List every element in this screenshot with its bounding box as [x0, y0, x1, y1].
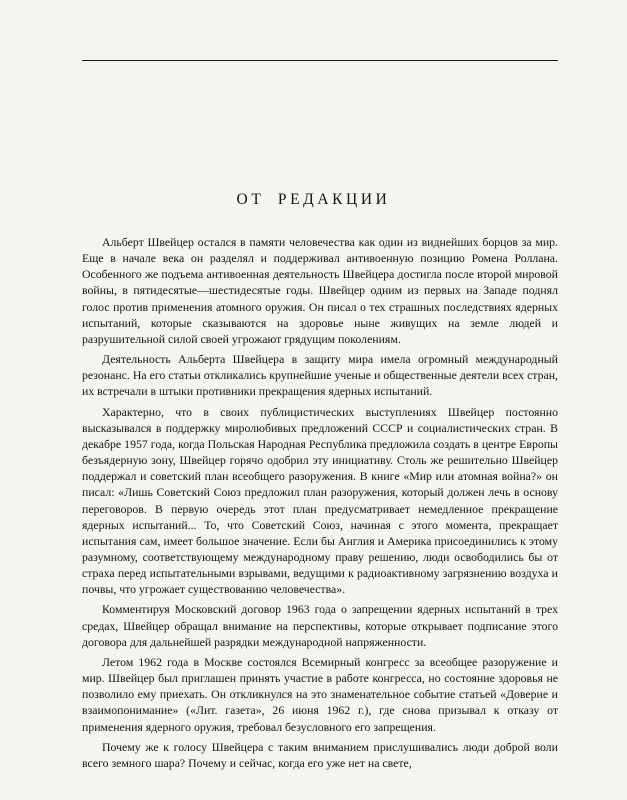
- paragraph-6: Почему же к голосу Швейцера с таким вниманием прислушивались люди доброй воли всего земного шара? Почему и сейчас, когда его уже нет на свете,: [82, 739, 558, 770]
- paragraph-3: Характерно, что в своих публицистических выступлениях Швейцер постоянно высказывался в поддержку миролюбивых предложений СССР и социалистических стран. В декабре 1957 года, когда Польская Народная Республика предложила создать в центре Европы безъядерную зону, Швейцер горячо одобрил эту инициативу. Столь же решительно Швейцер поддержал и советский план всеобщего разоружения. В книге «Мир или атомная война?» он писал: «Лишь Советский Союз предложил план разоружения, который должен лечь в основу переговоров. В первую очередь этот план предусматривает немедленное прекращение ядерных испытаний... То, что Советский Союз, начиная с этого момента, прекращает испытания сам, имеет большое значение. Если бы Англия и Америка присоединились к этому разумному, соответствующему международному праву решению, люди освободились бы от страха перед испытательными взрывами, ведущими к радиоактивному загрязнению воздуха и почвы, что угрожает существованию человечества».: [82, 404, 558, 597]
- section-heading: ОТ РЕДАКЦИИ: [236, 191, 391, 208]
- paragraph-4: Комментируя Московский договор 1963 года о запрещении ядерных испытаний в трех средах, Швейцер обращал внимание на перспективы, которые открывает подписание этого договора для дальнейшей разрядки международной напряженности.: [82, 602, 558, 649]
- paragraph-5: Летом 1962 года в Москве состоялся Всемирный конгресс за всеобщее разоружение и мир. Швейцер был приглашен принять участие в работе конгресса, но состояние здоровья не позволило ему приехать. Он откликнулся на это знаменательное событие статьей «Доверие и взаимопонимание» («Лит. газета», 26 июня 1962 г.), где снова призывал к отказу от применения ядерного оружия, требовал безусловного его запрещения.: [82, 654, 558, 734]
- body-text: [82, 234, 558, 771]
- paragraph-2: Деятельность Альберта Швейцера в защиту мира имела огромный международный резонанс. На его статьи откликались крупнейшие ученые и общественные деятели всех стран, их встречали в штыки противники прекращения ядерных испытаний.: [82, 352, 558, 399]
- header-rule: [82, 60, 558, 61]
- paragraph-1: Альберт Швейцер остался в памяти человечества как один из виднейших борцов за мир. Еще в начале века он разделял и поддерживал антивоенную позицию Ромена Роллана. Особенного же подъема антивоенная деятельность Швейцера достигла после второй мировой войны, в пятидесятые—шестидесятые годы. Швейцер одним из первых на Западе поднял голос против применения атомного оружия. Он писал о тех страшных последствиях ядерных испытаний, которые сказываются на здоровье ныне живущих на земле людей и разрушительной силой своей угрожают грядущим поколениям.: [82, 235, 558, 346]
